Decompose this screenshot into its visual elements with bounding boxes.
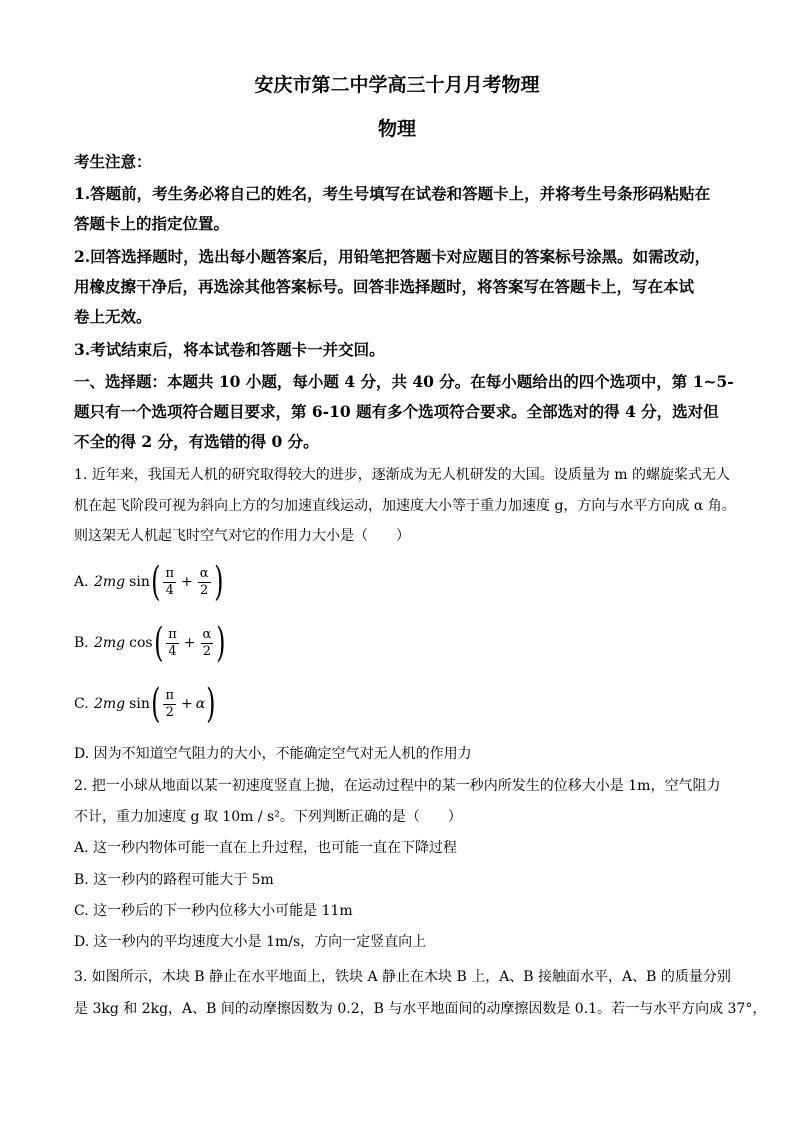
operator: + [181, 574, 193, 590]
notice-line: 1.答题前，考生务必将自己的姓名，考生号填写在试卷和答题卡上，并将考生号条形码粘贴在 [74, 184, 711, 203]
formula [94, 681, 217, 727]
notice-heading: 考生注意： [74, 152, 152, 171]
close-paren: ) [213, 559, 224, 605]
q2-stem-line: 不计，重力加速度 g 取 10m / s²。下列判断正确的是（ ） [74, 809, 462, 825]
denominator: 4 [165, 582, 174, 598]
close-paren: ) [206, 681, 216, 727]
denominator: 4 [168, 643, 177, 659]
notice-line: 3.考试结束后，将本试卷和答题卡一并交回。 [74, 340, 385, 359]
formula-function: sin [129, 574, 150, 590]
q2-option-c[interactable]: C. 这一秒后的下一秒内位移大小可能是 11m [74, 903, 353, 919]
numerator: α [199, 565, 209, 581]
formula-coefficient: 2mg [94, 696, 126, 712]
q1-stem-line: 则这架无人机起飞时空气对它的作用力大小是（ ） [74, 528, 410, 544]
q1-option-c[interactable] [74, 679, 217, 729]
section-heading-line: 一、选择题：本题共 10 小题，每小题 4 分，共 40 分。在每小题给出的四个选项中，第 1~5- [74, 372, 734, 391]
denominator: 2 [165, 704, 174, 720]
close-paren: ) [216, 620, 226, 666]
numerator: π [165, 565, 174, 581]
formula-term: α [195, 696, 206, 712]
section-heading-line: 不全的得 2 分，有选错的得 0 分。 [74, 432, 319, 451]
denominator: 2 [202, 643, 212, 659]
open-paren: ( [153, 620, 164, 666]
fraction [201, 627, 214, 660]
option-label: A. [74, 574, 89, 590]
option-label: B. [74, 635, 89, 651]
denominator: 2 [199, 582, 209, 598]
exam-title: 安庆市第二中学高三十月月考物理 [254, 74, 540, 96]
numerator: π [165, 687, 174, 703]
fraction [166, 627, 179, 660]
q1-option-b[interactable] [74, 618, 227, 668]
formula-function: cos [129, 635, 153, 651]
numerator: π [168, 626, 177, 642]
q1-option-a[interactable] [74, 557, 224, 607]
fraction [198, 566, 211, 599]
formula-coefficient: 2mg [94, 635, 126, 651]
notice-line: 答题卡上的指定位置。 [74, 214, 230, 233]
notice-line: 2.回答选择题时，选出每小题答案后，用铅笔把答题卡对应题目的答案标号涂黑。如需改动， [74, 247, 711, 266]
q2-option-b[interactable]: B. 这一秒内的路程可能大于 5m [74, 872, 274, 888]
operator: + [183, 635, 196, 651]
fraction [163, 566, 176, 599]
q1-stem-line: 1. 近年来，我国无人机的研究取得较大的进步，逐渐成为无人机研发的大国。设质量为 m 的螺旋桨式无人 [74, 467, 730, 483]
notice-line: 卷上无效。 [74, 307, 152, 326]
fraction [163, 688, 176, 721]
option-label: C. [74, 696, 89, 712]
notice-line: 用橡皮擦干净后，再选涂其他答案标号。回答非选择题时，将答案写在答题卡上，写在本试 [74, 277, 695, 296]
formula [94, 559, 224, 605]
numerator: α [202, 626, 212, 642]
q1-option-d[interactable]: D. 因为不知道空气阻力的大小，不能确定空气对无人机的作用力 [74, 746, 472, 762]
q3-stem-line: 是 3kg 和 2kg，A、B 间的动摩擦因数为 0.2，B 与水平地面间的动摩擦因数是 0.1。若一与水平方向成 37°， [74, 1001, 767, 1017]
section-heading-line: 题只有一个选项符合题目要求，第 6-10 题有多个选项符合要求。全部选对的得 4 分，选对但 [74, 402, 719, 421]
formula [94, 620, 227, 666]
operator: + [181, 696, 193, 712]
open-paren: ( [150, 681, 161, 727]
q2-option-a[interactable]: A. 这一秒内物体可能一直在上升过程，也可能一直在下降过程 [74, 840, 458, 856]
formula-function: sin [129, 696, 150, 712]
open-paren: ( [150, 559, 161, 605]
formula-coefficient: 2mg [94, 574, 126, 590]
q3-stem-line: 3. 如图所示，木块 B 静止在水平地面上，铁块 A 静止在木块 B 上，A、B 接触面水平，A、B 的质量分别 [74, 969, 731, 985]
subject-title: 物理 [377, 118, 416, 140]
q1-stem-line: 机在起飞阶段可视为斜向上方的匀加速直线运动，加速度大小等于重力加速度 g，方向与水平方向成 α 角。 [74, 498, 736, 514]
q2-option-d[interactable]: D. 这一秒内的平均速度大小是 1m/s，方向一定竖直向上 [74, 934, 427, 950]
q2-stem-line: 2. 把一小球从地面以某一初速度竖直上抛，在运动过程中的某一秒内所发生的位移大小是 1m，空气阻力 [74, 778, 721, 794]
